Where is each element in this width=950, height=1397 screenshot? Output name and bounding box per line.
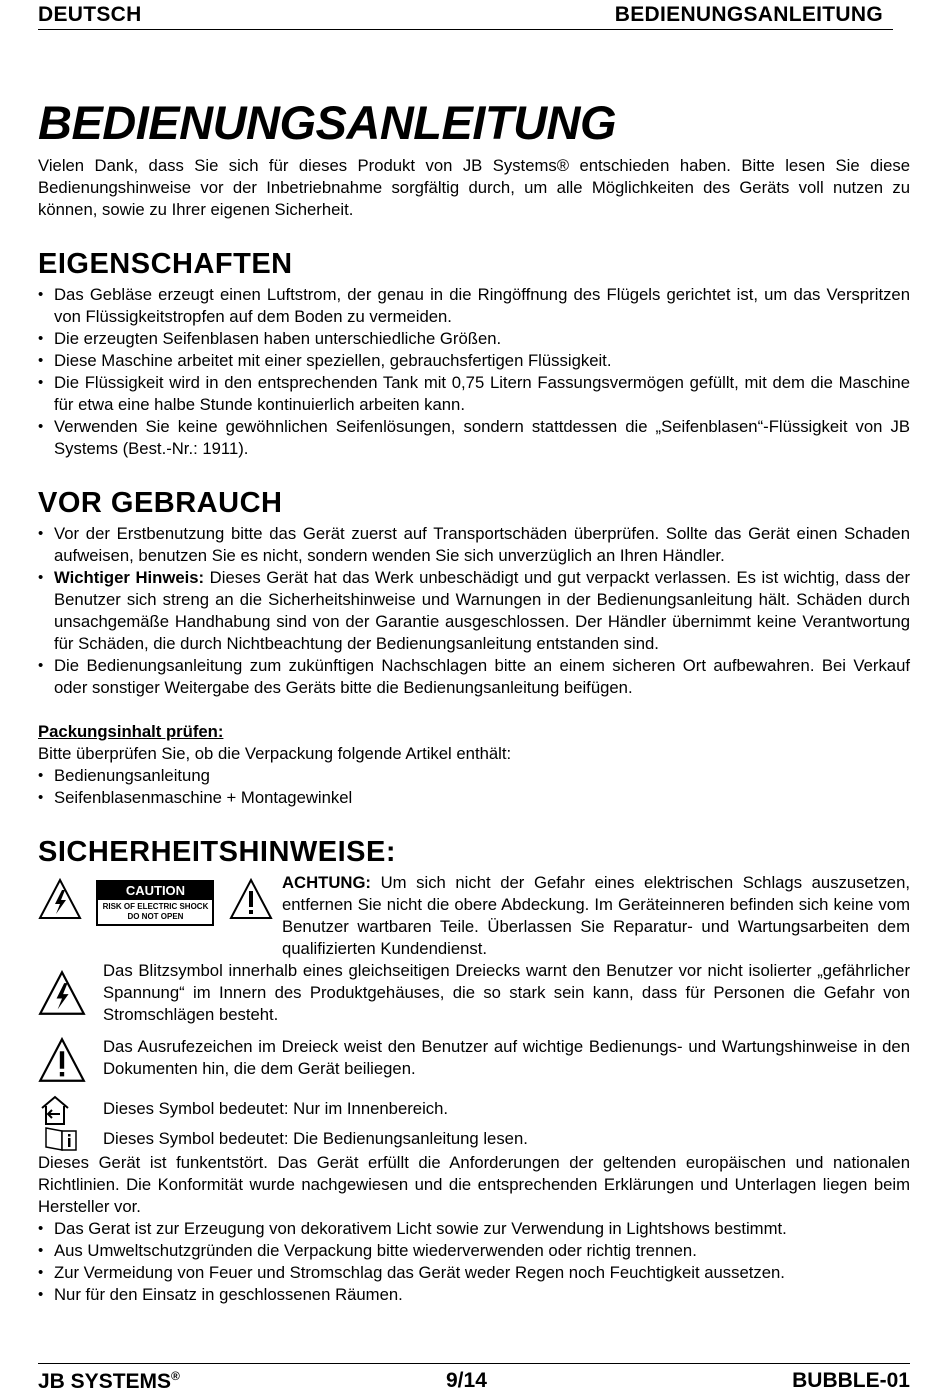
caution-sub1: RISK OF ELECTRIC SHOCK	[102, 902, 209, 911]
list-item	[38, 567, 910, 655]
list-item: • Vor der Erstbenutzung bitte das Gerät zuerst auf Transportschäden überprüfen. Sollte das Gerät einen Schaden aufweisen, benutzen Sie es nicht, sondern wenden Sie sich unverzüglich an Ihren Händler.	[38, 523, 910, 567]
achtung-paragraph	[282, 872, 910, 960]
footer-brand-text: JB SYSTEMS	[38, 1370, 172, 1393]
manual-row	[38, 1126, 910, 1152]
lightning-triangle-icon	[38, 970, 86, 1016]
package-list	[38, 765, 910, 809]
list-item: • Das Gebläse erzeugt einen Luftstrom, der genau in die Ringöffnung des Flügels gerichtet ist, um das Verspritzen von Flüssigkeitstropfen auf dem Boden zu vermeiden.	[38, 284, 910, 328]
caution-subtext	[98, 900, 212, 924]
exclamation-triangle-icon	[38, 1036, 86, 1084]
read-manual-icon	[38, 1126, 80, 1152]
footer-model: BUBBLE-01	[792, 1369, 910, 1392]
lightning-icon-wrap	[38, 960, 103, 1016]
list-item: • Aus Umweltschutzgründen die Verpackung bitte wiederverwenden oder richtig trennen.	[38, 1240, 910, 1262]
caution-row	[38, 872, 910, 960]
list-item: • Bedienungsanleitung	[38, 765, 910, 787]
exclamation-triangle-icon	[229, 878, 273, 920]
package-heading: Packungsinhalt prüfen:	[38, 722, 224, 741]
important-note-text: Dieses Gerät hat das Werk unbeschädigt und gut verpackt verlassen. Es ist wichtig, dass der Benutzer sich streng an die Sicherheitshinweise und Warnungen in der Bedienungsanleitung hält. Schäden durch unsachgemäße Handhabung sind von der Garantie ausgeschlossen. Der Händler übernimmt keine Verantwortung für Schäden, die durch Nichtbeachtung der Bedienungsanleitung entstanden sind.	[54, 568, 910, 653]
list-item: • Verwenden Sie keine gewöhnlichen Seifenlösungen, sondern stattdessen die „Seifenblasen“-Flüssigkeit von JB Systems (Best.-Nr.: 1911).	[38, 416, 910, 460]
achtung-label: ACHTUNG:	[282, 873, 371, 892]
achtung-text: Um sich nicht der Gefahr eines elektrischen Schlags auszusetzen, entfernen Sie nicht die obere Abdeckung. Im Geräteinneren befinden sich keine vom Benutzer wartbaren Teile. Überlassen Sie Reparatur- und Wartungsarbeiten dem qualifizierten Kundendienst.	[282, 873, 910, 958]
indoor-icon-wrap	[38, 1094, 103, 1126]
indoor-paragraph: Dieses Symbol bedeutet: Nur im Innenbereich.	[103, 1099, 449, 1118]
page-header	[38, 3, 893, 30]
features-heading: EIGENSCHAFTEN	[38, 248, 293, 280]
before-use-list	[38, 523, 910, 699]
before-use-heading: VOR GEBRAUCH	[38, 487, 283, 519]
exclamation-row	[38, 1036, 910, 1084]
exclamation-paragraph: Das Ausrufezeichen im Dreieck weist den Benutzer auf wichtige Bedienungs- und Wartungshinweise in den Dokumenten hin, die dem Gerät beiliegen.	[103, 1037, 910, 1078]
indoor-only-icon	[38, 1094, 72, 1126]
package-text: Bitte überprüfen Sie, ob die Verpackung folgende Artikel enthält:	[38, 744, 512, 763]
registered-mark: ®	[171, 1369, 180, 1383]
caution-sub2: DO NOT OPEN	[127, 912, 184, 921]
exclamation-icon-wrap	[38, 1036, 103, 1084]
list-item: • Nur für den Einsatz in geschlossenen Räumen.	[38, 1284, 910, 1306]
manual-icon-wrap	[38, 1126, 103, 1152]
safety-list	[38, 1218, 910, 1306]
indoor-row	[38, 1094, 910, 1126]
list-item: • Die erzeugten Seifenblasen haben unterschiedliche Größen.	[38, 328, 910, 350]
caution-label: CAUTION	[98, 882, 212, 900]
page-content	[38, 95, 910, 1306]
list-item: • Zur Vermeidung von Feuer und Stromschlag das Gerät weder Regen noch Feuchtigkeit aussetzen.	[38, 1262, 910, 1284]
caution-label-box	[96, 880, 214, 926]
page-number: 9/14	[446, 1369, 487, 1392]
header-language: DEUTSCH	[38, 3, 142, 26]
list-item: • Die Bedienungsanleitung zum zukünftigen Nachschlagen bitte an einem sicheren Ort aufbewahren. Bei Verkauf oder sonstiger Weitergabe des Geräts bitte die Bedienungsanleitung beifügen.	[38, 655, 910, 699]
intro-paragraph: Vielen Dank, dass Sie sich für dieses Produkt von JB Systems® entschieden haben. Bitte lesen Sie diese Bedienungshinweise vor der Inbetriebnahme sorgfältig durch, um alle Möglichkeiten des Geräts voll nutzen zu können, sowie zu Ihrer eigenen Sicherheit.	[38, 156, 910, 219]
safety-heading: SICHERHEITSHINWEISE:	[38, 836, 397, 868]
manual-paragraph: Dieses Symbol bedeutet: Die Bedienungsanleitung lesen.	[103, 1129, 528, 1148]
lightning-paragraph: Das Blitzsymbol innerhalb eines gleichseitigen Dreiecks warnt den Benutzer vor nicht isolierter „gefährlicher Spannung“ im Innern des Produktgehäuses, die so stark sein kann, dass für Personen die Gefahr von Stromschlägen besteht.	[103, 961, 910, 1024]
page-title: BEDIENUNGSANLEITUNG	[38, 96, 617, 149]
important-note-label: Wichtiger Hinweis:	[54, 568, 205, 587]
list-item: • Diese Maschine arbeitet mit einer speziellen, gebrauchsfertigen Flüssigkeit.	[38, 350, 910, 372]
list-item: • Die Flüssigkeit wird in den entsprechenden Tank mit 0,75 Litern Fassungsvermögen gefüllt, mit dem die Maschine für etwa eine halbe Stunde kontinuierlich arbeiten kann.	[38, 372, 910, 416]
lightning-triangle-icon	[38, 878, 82, 920]
header-doc-title: BEDIENUNGSANLEITUNG	[614, 3, 883, 26]
page-footer	[38, 1363, 910, 1393]
caution-icons	[38, 872, 282, 926]
conformity-paragraph: Dieses Gerät ist funkentstört. Das Gerät erfüllt die Anforderungen der geltenden europäischen und nationalen Richtlinien. Die Konformität wurde nachgewiesen und die entsprechenden Erklärungen und Unterlagen liegen beim Hersteller vor.	[38, 1153, 910, 1216]
list-item: • Seifenblasenmaschine + Montagewinkel	[38, 787, 910, 809]
lightning-row	[38, 960, 910, 1026]
list-item: • Das Gerat ist zur Erzeugung von dekorativem Licht sowie zur Verwendung in Lightshows bestimmt.	[38, 1218, 910, 1240]
footer-brand	[38, 1369, 180, 1394]
features-list	[38, 284, 910, 460]
